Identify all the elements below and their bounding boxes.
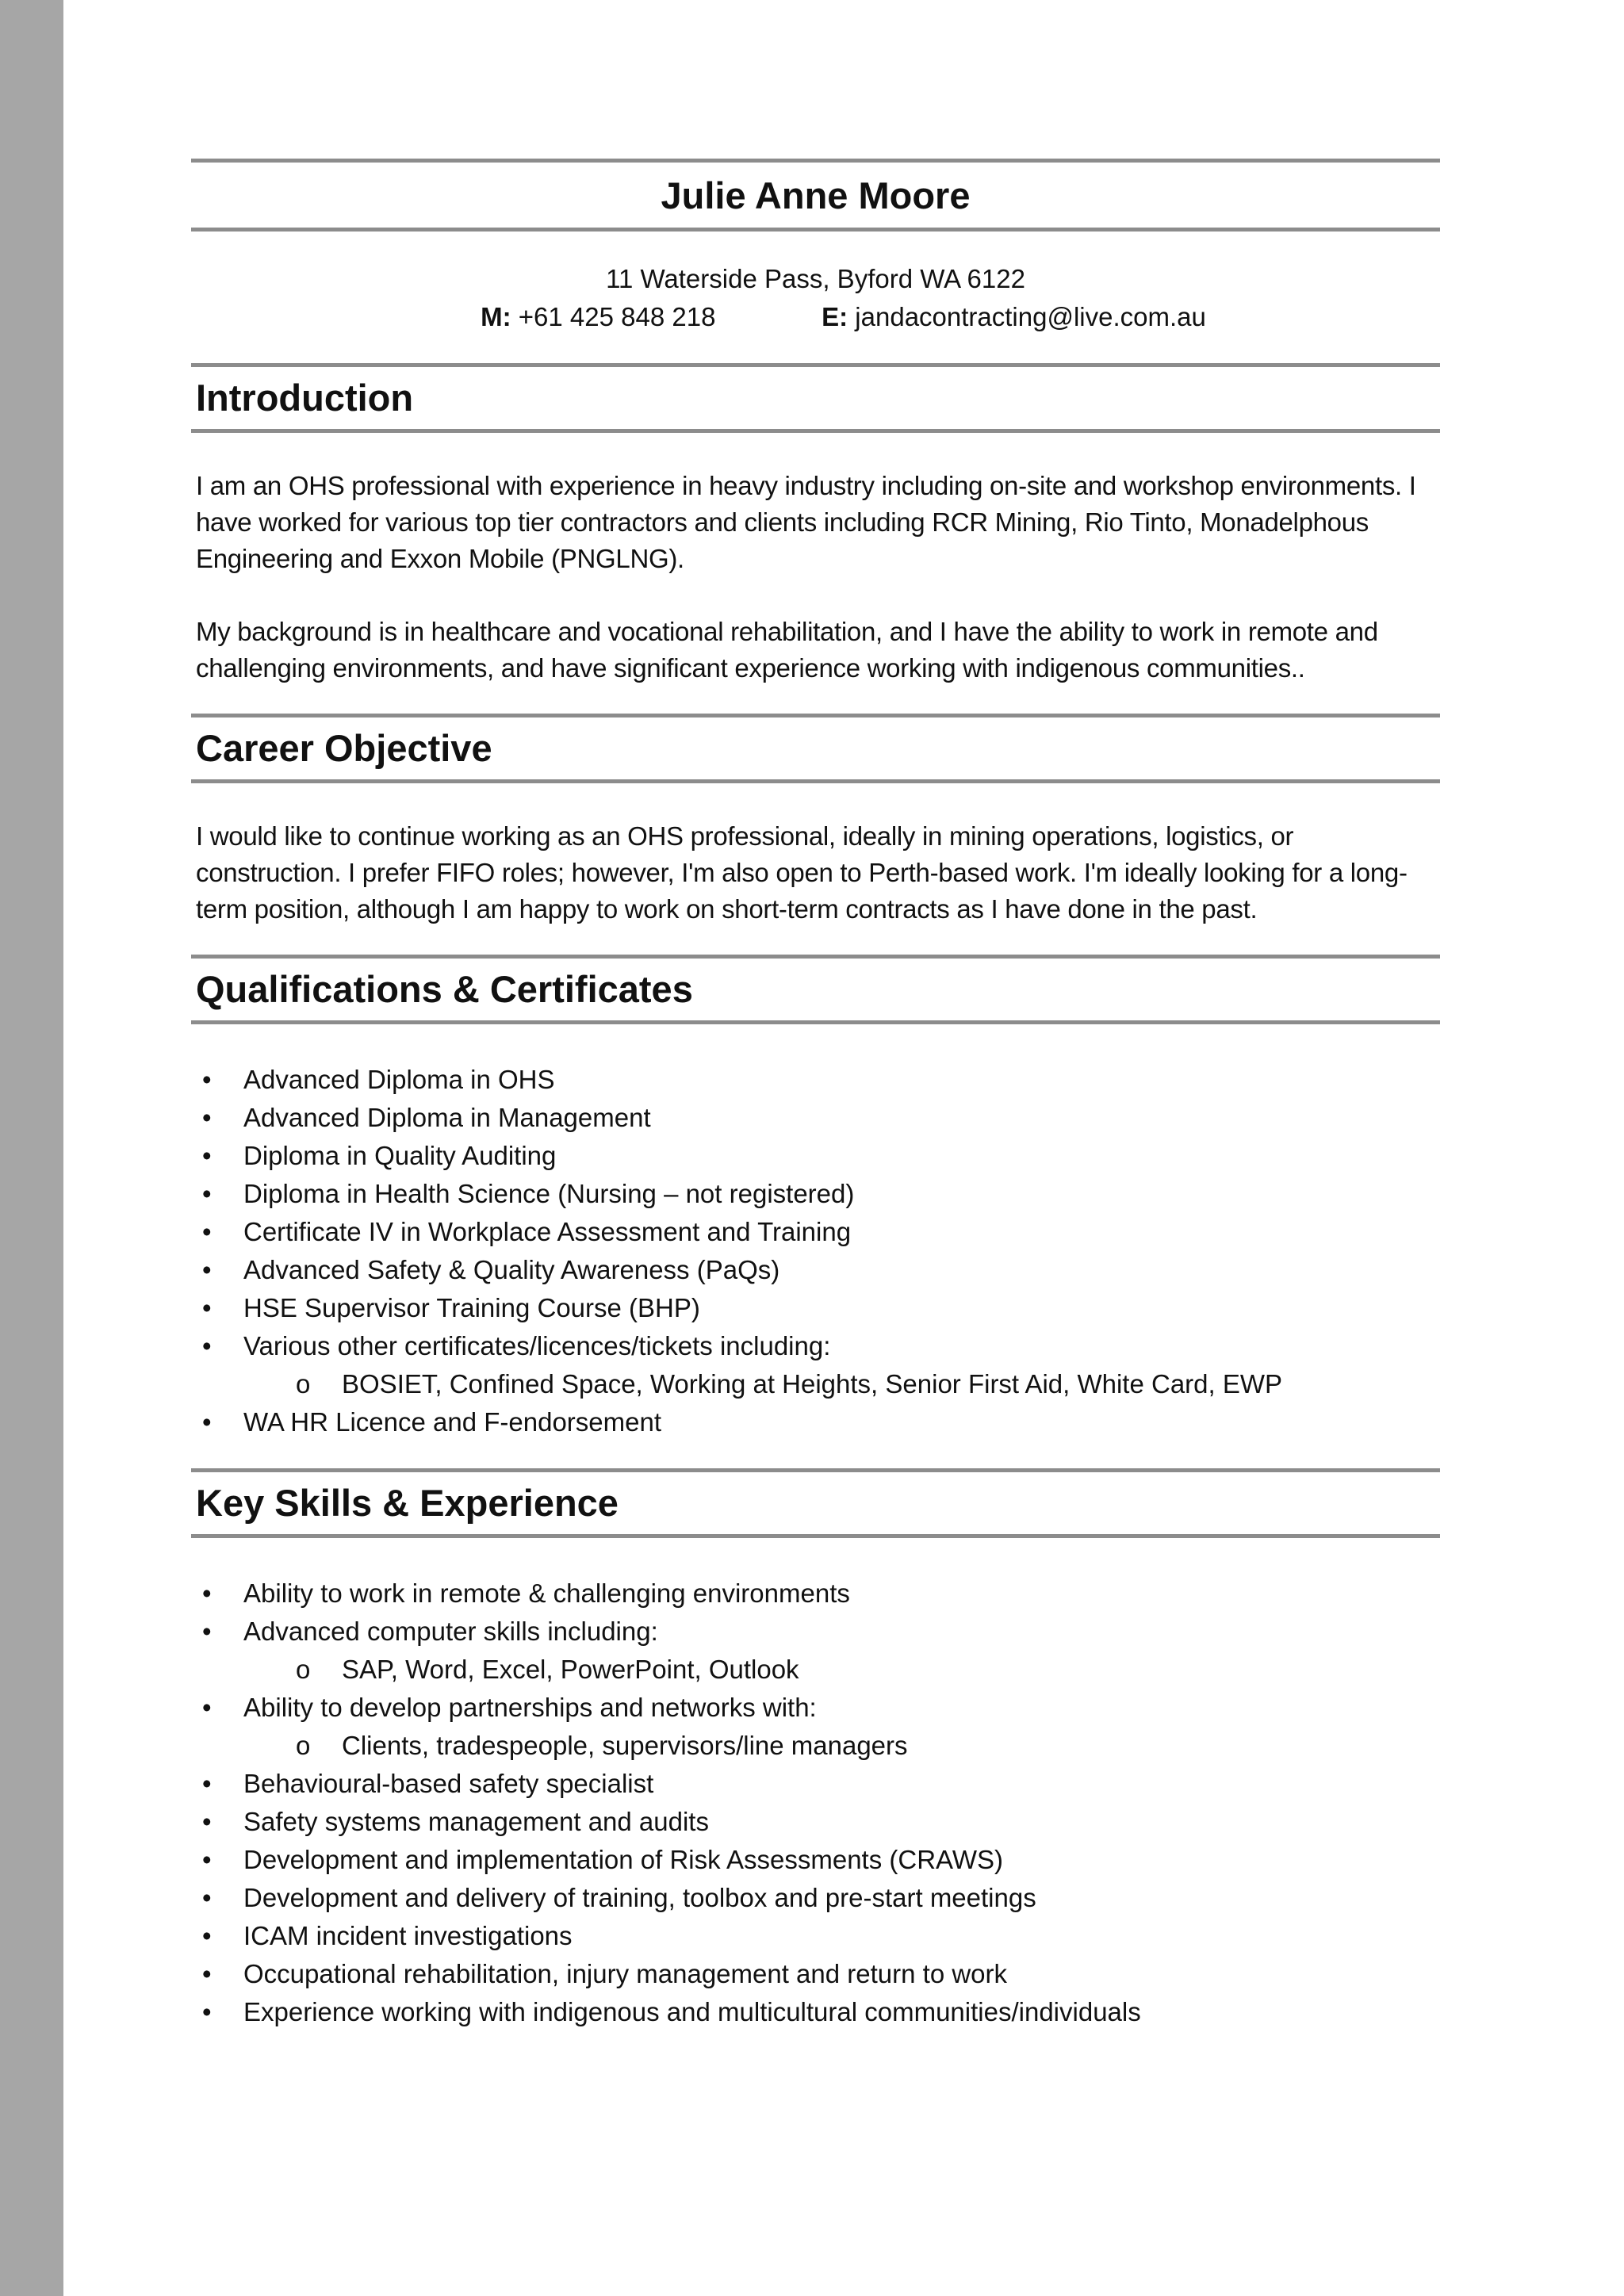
- career-objective-section: [191, 714, 1440, 928]
- list-item: [191, 1251, 1440, 1289]
- bullet-icon: •: [202, 1179, 212, 1208]
- list-item-text: Advanced Diploma in OHS: [243, 1065, 555, 1094]
- bullet-icon: •: [202, 1578, 212, 1608]
- sub-list: [243, 1727, 1440, 1765]
- divider: [191, 1020, 1440, 1024]
- address: 11 Waterside Pass, Byford WA 6122: [606, 264, 1025, 293]
- phone: [481, 298, 822, 336]
- list-item: [191, 1993, 1440, 2031]
- introduction-paragraph: My background is in healthcare and vocational rehabilitation, and I have the ability to work in remote and challenging environments, and have significant experience working with indigenous communities..: [196, 617, 1378, 683]
- list-item: [191, 1917, 1440, 1955]
- bullet-icon: •: [202, 1959, 212, 1988]
- list-item-text: Advanced computer skills including:: [243, 1617, 658, 1646]
- bullet-icon: •: [202, 1407, 212, 1437]
- bullet-icon: •: [202, 1617, 212, 1646]
- divider: [191, 779, 1440, 783]
- list-item: [191, 1765, 1440, 1803]
- list-item-text: Various other certificates/licences/tickets including:: [243, 1331, 831, 1360]
- list-item: [191, 1289, 1440, 1327]
- phone-label: M:: [481, 302, 511, 331]
- bullet-icon: •: [202, 1693, 212, 1722]
- divider: [191, 429, 1440, 433]
- list-item: [191, 1803, 1440, 1841]
- section-title-career-objective: Career Objective: [196, 727, 492, 769]
- qualifications-list: [191, 1061, 1440, 1441]
- list-item-text: Clients, tradespeople, supervisors/line managers: [342, 1731, 908, 1760]
- contact-row: [191, 298, 1440, 336]
- list-item: [191, 1137, 1440, 1175]
- list-item-text: Certificate IV in Workplace Assessment and Training: [243, 1217, 852, 1246]
- list-item: [191, 1955, 1440, 1993]
- sub-list: [243, 1651, 1440, 1689]
- bullet-icon: •: [202, 1141, 212, 1170]
- applicant-name: Julie Anne Moore: [661, 174, 971, 216]
- left-margin-edge: [63, 0, 71, 2296]
- skills-section: [191, 1468, 1440, 2031]
- bullet-icon: •: [202, 1255, 212, 1284]
- list-item-text: Experience working with indigenous and multicultural communities/individuals: [243, 1997, 1141, 2026]
- list-item: [191, 1061, 1440, 1099]
- list-item: [191, 1099, 1440, 1137]
- list-item-text: Advanced Diploma in Management: [243, 1103, 651, 1132]
- career-objective-body: [191, 818, 1440, 928]
- divider: [191, 1534, 1440, 1538]
- list-item-text: HSE Supervisor Training Course (BHP): [243, 1293, 700, 1322]
- list-item-text: WA HR Licence and F-endorsement: [243, 1407, 662, 1437]
- sub-list-item: [243, 1365, 1440, 1403]
- sub-list-item: [243, 1727, 1440, 1765]
- list-item-text: Advanced Safety & Quality Awareness (PaQs): [243, 1255, 780, 1284]
- list-item-text: SAP, Word, Excel, PowerPoint, Outlook: [342, 1655, 799, 1684]
- list-item-text: Development and delivery of training, toolbox and pre-start meetings: [243, 1883, 1036, 1912]
- section-title-skills: Key Skills & Experience: [196, 1482, 619, 1524]
- list-item: [191, 1327, 1440, 1403]
- bullet-icon: •: [202, 1293, 212, 1322]
- list-item-text: Safety systems management and audits: [243, 1807, 709, 1836]
- bullet-icon: •: [202, 1921, 212, 1950]
- resume-page: [191, 159, 1440, 2031]
- list-item-text: Ability to work in remote & challenging environments: [243, 1578, 850, 1608]
- list-item: [191, 1175, 1440, 1213]
- introduction-body: [191, 468, 1440, 687]
- qualifications-section: [191, 955, 1440, 1441]
- list-item-text: BOSIET, Confined Space, Working at Heights, Senior First Aid, White Card, EWP: [342, 1369, 1283, 1399]
- email: [822, 298, 1206, 336]
- list-item: [191, 1403, 1440, 1441]
- list-item-text: Behavioural-based safety specialist: [243, 1769, 654, 1798]
- bullet-icon: •: [202, 1845, 212, 1874]
- sub-list-item: [243, 1651, 1440, 1689]
- list-item: [191, 1213, 1440, 1251]
- list-item: [191, 1689, 1440, 1765]
- sub-bullet-icon: o: [296, 1369, 311, 1399]
- introduction-paragraph: I am an OHS professional with experience in heavy industry including on-site and workshop environments. I have worked for various top tier contractors and clients including RCR Mining, Rio Tinto, Monadelphous Engineering and Exxon Mobile (PNGLNG).: [196, 471, 1416, 573]
- list-item-text: Ability to develop partnerships and networks with:: [243, 1693, 817, 1722]
- bullet-icon: •: [202, 1997, 212, 2026]
- sub-bullet-icon: o: [296, 1655, 311, 1684]
- skills-list: [191, 1575, 1440, 2031]
- divider: [191, 228, 1440, 232]
- career-objective-text: I would like to continue working as an OHS professional, ideally in mining operations, logistics, or construction. I prefer FIFO roles; however, I'm also open to Perth-based work. I'm ideally looking for a long-term position, although I am happy to work on short-term contracts as I have done in the past.: [196, 821, 1408, 924]
- contact-block: [191, 260, 1440, 336]
- bullet-icon: •: [202, 1883, 212, 1912]
- list-item: [191, 1613, 1440, 1689]
- introduction-section: [191, 363, 1440, 687]
- bullet-icon: •: [202, 1807, 212, 1836]
- email-label: E:: [822, 302, 848, 331]
- bullet-icon: •: [202, 1769, 212, 1798]
- left-margin-bar: [0, 0, 63, 2296]
- list-item-text: Diploma in Quality Auditing: [243, 1141, 557, 1170]
- phone-number: +61 425 848 218: [518, 302, 716, 331]
- bullet-icon: •: [202, 1103, 212, 1132]
- bullet-icon: •: [202, 1065, 212, 1094]
- list-item-text: Development and implementation of Risk Assessments (CRAWS): [243, 1845, 1003, 1874]
- bullet-icon: •: [202, 1217, 212, 1246]
- list-item-text: ICAM incident investigations: [243, 1921, 573, 1950]
- list-item-text: Diploma in Health Science (Nursing – not registered): [243, 1179, 855, 1208]
- section-title-qualifications: Qualifications & Certificates: [196, 968, 693, 1010]
- list-item-text: Occupational rehabilitation, injury management and return to work: [243, 1959, 1008, 1988]
- sub-list: [243, 1365, 1440, 1403]
- email-address: jandacontracting@live.com.au: [855, 302, 1206, 331]
- list-item: [191, 1879, 1440, 1917]
- section-title-introduction: Introduction: [196, 377, 414, 419]
- list-item: [191, 1575, 1440, 1613]
- list-item: [191, 1841, 1440, 1879]
- bullet-icon: •: [202, 1331, 212, 1360]
- sub-bullet-icon: o: [296, 1731, 311, 1760]
